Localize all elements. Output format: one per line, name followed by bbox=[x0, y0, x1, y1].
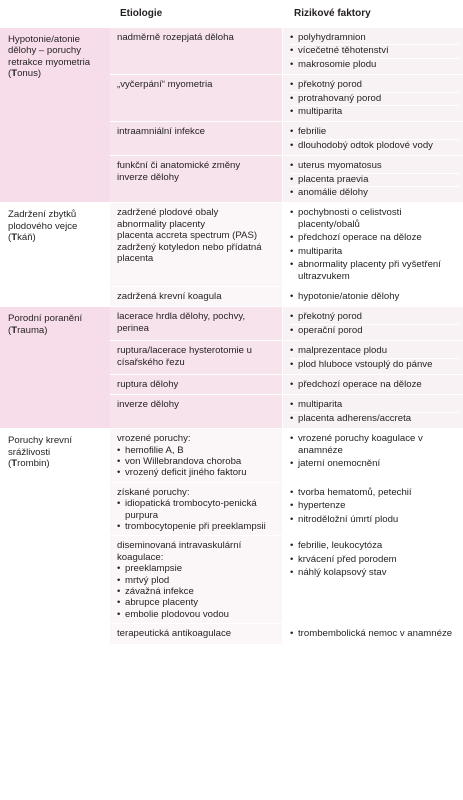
risk-factor-item: • makrosomie plodu bbox=[290, 59, 459, 71]
group-label bbox=[0, 429, 110, 644]
risk-cell bbox=[282, 28, 463, 74]
table-row bbox=[110, 395, 463, 428]
etiology-subitem: • embolie plodovou vodou bbox=[117, 609, 278, 620]
etiology-line: nadměrně rozepjatá děloha bbox=[117, 32, 234, 43]
risk-factor-item: • protrahovaný porod bbox=[290, 93, 459, 106]
etiology-line: zadržený kotyledon nebo přídatná placenta bbox=[117, 241, 262, 265]
group-label-text: Hypotonie/atonie dělohy – poruchy retrakce myometria bbox=[8, 34, 91, 68]
etiology-line: abnormality placenty bbox=[117, 218, 205, 230]
risk-cell bbox=[282, 203, 463, 285]
group-rows bbox=[110, 203, 463, 306]
etiology-cell bbox=[110, 483, 282, 536]
risk-factor-item: • febrilie, leukocytóza bbox=[290, 540, 459, 553]
etiology-heading: vrozené poruchy: bbox=[117, 433, 191, 445]
group-label-text: Poruchy krevní srážlivosti bbox=[8, 435, 72, 458]
etiology-subitem: • von Willebrandova choroba bbox=[117, 456, 278, 467]
etiology-heading: diseminovaná intravaskulární koagulace: bbox=[117, 540, 242, 563]
risk-cell bbox=[282, 483, 463, 536]
risk-cell bbox=[282, 395, 463, 428]
risk-factor-item: • pochybnosti o celistvosti placenty/obalů bbox=[290, 207, 459, 232]
etiology-subitem: • mrtvý plod bbox=[117, 575, 278, 586]
risk-factor-item: • uterus myomatosus bbox=[290, 160, 459, 173]
group-rows bbox=[110, 429, 463, 644]
risk-factor-item: • hypotonie/atonie dělohy bbox=[290, 291, 459, 303]
table-group bbox=[0, 306, 463, 428]
table-row bbox=[110, 156, 463, 202]
risk-factor-item: • placenta praevia bbox=[290, 174, 459, 187]
etiology-heading: získané poruchy: bbox=[117, 486, 190, 498]
etiology-line: zadržené plodové obaly bbox=[117, 207, 219, 219]
etiology-cell bbox=[110, 375, 282, 394]
etiology-cell bbox=[110, 624, 282, 643]
etiology-line: lacerace hrdla dělohy, pochvy, perinea bbox=[117, 311, 246, 334]
risk-cell bbox=[282, 156, 463, 202]
group-key-letter: T bbox=[11, 457, 18, 469]
table-row bbox=[110, 75, 463, 122]
table-row bbox=[110, 28, 463, 75]
risk-cell bbox=[282, 536, 463, 623]
table-row bbox=[110, 536, 463, 624]
table-row bbox=[110, 429, 463, 483]
group-label bbox=[0, 28, 110, 202]
group-label-text: Porodní poranění bbox=[8, 313, 83, 325]
group-rows bbox=[110, 28, 463, 202]
group-key-letter: T bbox=[11, 68, 18, 80]
table-row bbox=[110, 307, 463, 341]
table-row bbox=[110, 122, 463, 156]
table-group bbox=[0, 28, 463, 202]
risk-factor-item: • jaterní onemocnění bbox=[290, 458, 459, 470]
risk-factor-item: • anomálie dělohy bbox=[290, 187, 459, 199]
risk-factor-item: • abnormality placenty při vyšetření ultrazvukem bbox=[290, 259, 459, 283]
etiology-line: inverze dělohy bbox=[117, 171, 179, 183]
etiology-line: terapeutická antikoagulace bbox=[117, 628, 232, 640]
risk-factor-item: • trombembolická nemoc v anamnéze bbox=[290, 628, 459, 640]
risk-factor-item: • malprezentace plodu bbox=[290, 345, 459, 358]
group-key-prefix: ( bbox=[8, 457, 12, 469]
etiology-cell bbox=[110, 156, 282, 202]
risk-factor-item: • vrozené poruchy koagulace v anamnéze bbox=[290, 433, 459, 458]
group-key-prefix: ( bbox=[8, 232, 12, 244]
group-key-letter: T bbox=[11, 324, 18, 336]
risk-cell bbox=[282, 287, 463, 306]
risk-factor-item: • multiparita bbox=[290, 106, 459, 118]
table-row bbox=[110, 203, 463, 286]
risk-factor-item: • febrilie bbox=[290, 126, 459, 139]
risk-factor-item: • předchozí operace na děloze bbox=[290, 232, 459, 245]
table-row bbox=[110, 341, 463, 375]
etiology-cell bbox=[110, 536, 282, 623]
group-key-letter: T bbox=[11, 232, 18, 244]
etiology-cell bbox=[110, 307, 282, 340]
header-risk-factors: Rizikové faktory bbox=[294, 8, 371, 19]
group-label bbox=[0, 203, 110, 306]
table-header bbox=[0, 0, 463, 28]
risk-factor-item: • tvorba hematomů, petechií bbox=[290, 487, 459, 500]
risk-cell bbox=[282, 375, 463, 394]
etiology-cell bbox=[110, 341, 282, 374]
group-key-rest: rauma) bbox=[17, 324, 48, 336]
etiology-line: ruptura/lacerace hysterotomie u císařského řezu bbox=[117, 345, 252, 368]
etiology-subitem: • závažná infekce bbox=[117, 586, 278, 597]
risk-factor-item: • polyhydramnion bbox=[290, 32, 459, 45]
group-rows bbox=[110, 307, 463, 428]
risk-factor-item: • překotný porod bbox=[290, 79, 459, 92]
etiology-line: placenta accreta spectrum (PAS) bbox=[117, 230, 258, 242]
group-key-rest: onus) bbox=[17, 68, 42, 80]
table-row bbox=[110, 375, 463, 395]
header-spacer bbox=[0, 0, 110, 28]
table-group bbox=[0, 202, 463, 306]
etiology-cell bbox=[110, 203, 282, 285]
group-key-prefix: ( bbox=[8, 324, 12, 336]
risk-factor-item: • multiparita bbox=[290, 399, 459, 412]
risk-cell bbox=[282, 624, 463, 643]
risk-cell bbox=[282, 429, 463, 482]
risk-factor-item: • krvácení před porodem bbox=[290, 554, 459, 567]
etiology-cell bbox=[110, 429, 282, 482]
risk-factor-item: • překotný porod bbox=[290, 311, 459, 324]
risk-factor-item: • náhlý kolapsový stav bbox=[290, 567, 459, 579]
group-key-rest: káň) bbox=[17, 232, 36, 244]
etiology-subitem: • preeklampsie bbox=[117, 563, 278, 574]
risk-cell bbox=[282, 341, 463, 374]
group-label bbox=[0, 307, 110, 428]
etiology-subitem: • abrupce placenty bbox=[117, 597, 278, 608]
group-key-rest: rombin) bbox=[17, 457, 50, 469]
risk-factor-item: • multiparita bbox=[290, 246, 459, 259]
table-group bbox=[0, 428, 463, 644]
risk-factor-item: • předchozí operace na děloze bbox=[290, 379, 459, 391]
etiology-cell bbox=[110, 287, 282, 306]
table-row bbox=[110, 624, 463, 643]
table-body bbox=[0, 28, 463, 644]
etiology-subitem: • trombocytopenie při preeklampsii bbox=[117, 521, 278, 532]
group-label-text: Zadržení zbytků plodového vejce bbox=[8, 209, 78, 232]
header-etiology: Etiologie bbox=[120, 8, 163, 19]
risk-cell bbox=[282, 122, 463, 155]
etiology-line: funkční či anatomické změny bbox=[117, 160, 241, 172]
risk-cell bbox=[282, 307, 463, 340]
etiology-line: inverze dělohy bbox=[117, 399, 179, 411]
risk-factor-item: • dlouhodobý odtok plodové vody bbox=[290, 140, 459, 152]
risk-cell bbox=[282, 75, 463, 121]
etiology-cell bbox=[110, 395, 282, 428]
risk-factor-item: • plod hluboce vstouplý do pánve bbox=[290, 359, 459, 371]
etiology-line: „vyčerpání“ myometria bbox=[117, 79, 213, 91]
etiology-cell bbox=[110, 122, 282, 155]
risk-factor-item: • vícečetné těhotenství bbox=[290, 45, 459, 58]
group-key-prefix: ( bbox=[8, 68, 12, 80]
etiology-cell bbox=[110, 75, 282, 121]
etiology-line: intraamniální infekce bbox=[117, 126, 205, 138]
risk-factor-item: • nitroděložní úmrtí plodu bbox=[290, 514, 459, 526]
etiology-subitem: • hemofilie A, B bbox=[117, 445, 278, 456]
table-row bbox=[110, 483, 463, 537]
risk-factor-item: • operační porod bbox=[290, 325, 459, 337]
etiology-subitem: • idiopatická trombocyto-penická purpura bbox=[117, 498, 278, 521]
etiology-cell bbox=[110, 28, 282, 74]
risk-factor-item: • hypertenze bbox=[290, 500, 459, 513]
etiology-line: zadržená krevní koagula bbox=[117, 290, 222, 302]
table-row bbox=[110, 287, 463, 306]
etiology-line: ruptura dělohy bbox=[117, 378, 179, 390]
risk-factor-item: • placenta adherens/accreta bbox=[290, 413, 459, 425]
etiology-subitem: • vrozený deficit jiného faktoru bbox=[117, 467, 278, 478]
